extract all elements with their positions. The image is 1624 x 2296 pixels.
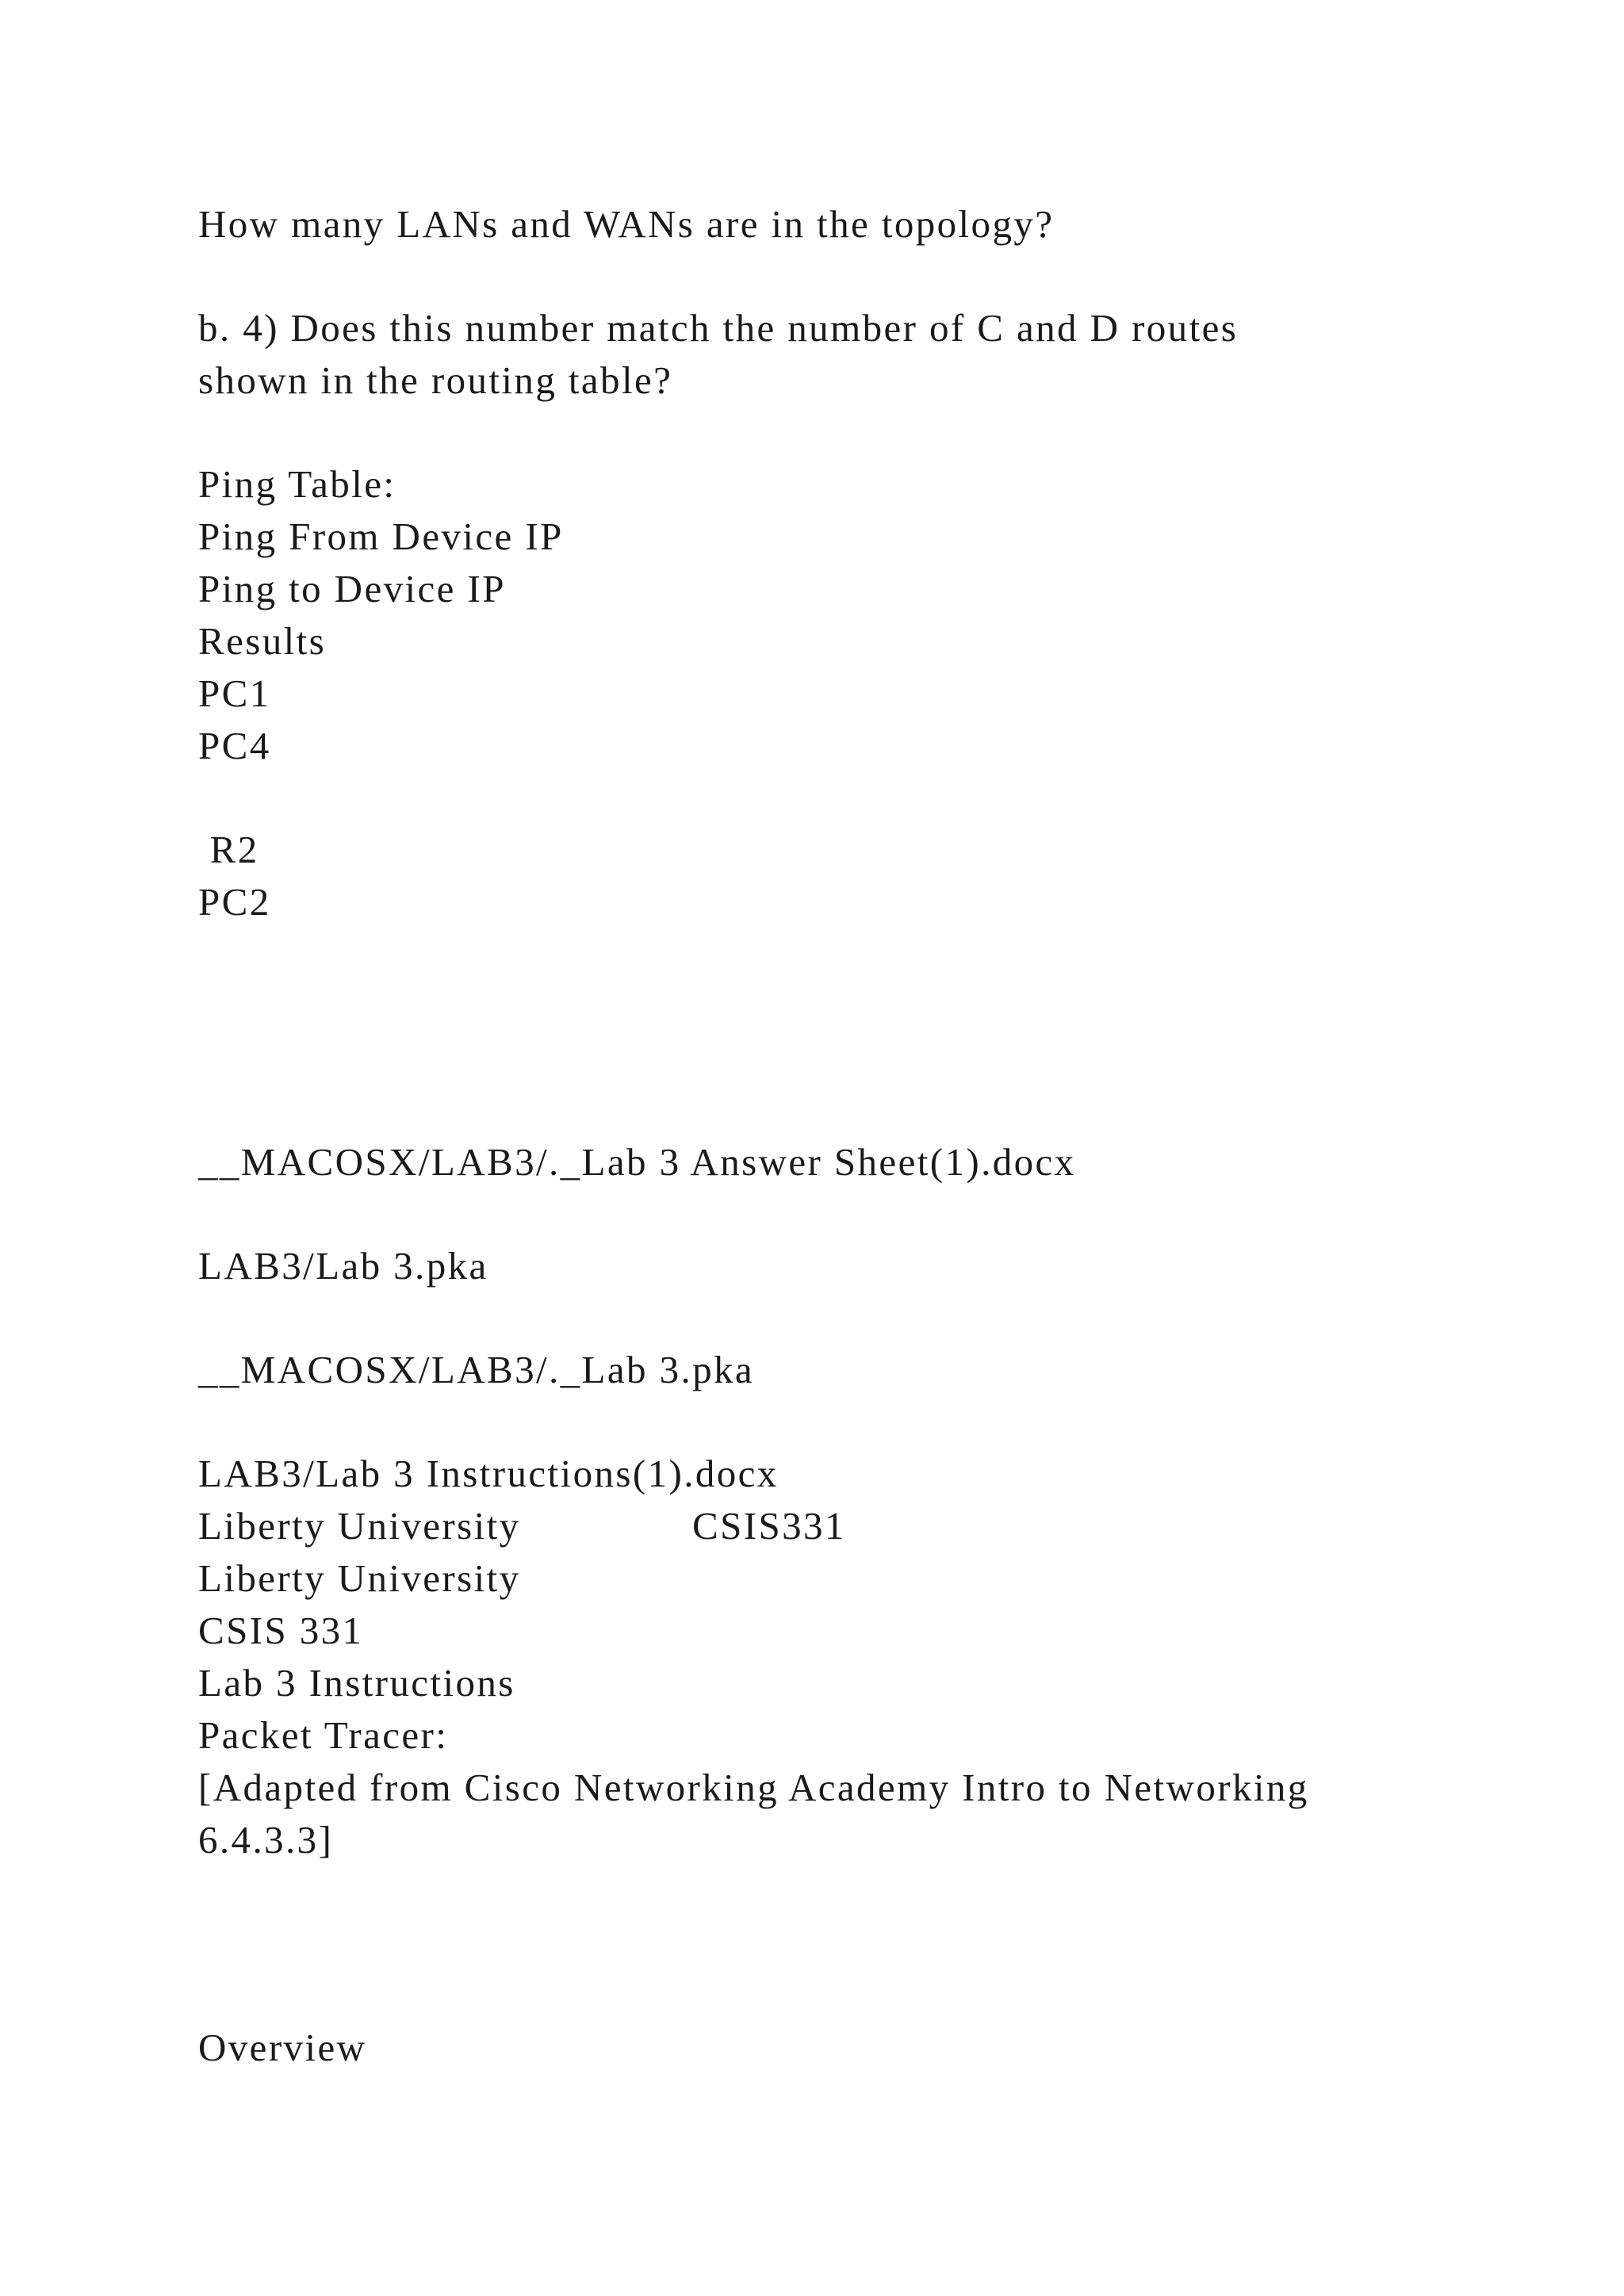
ping-row-r2: R2 [198, 828, 259, 871]
title-university: Liberty University [198, 1556, 521, 1600]
results-header: Results [198, 619, 327, 663]
ping-from-header: Ping From Device IP [198, 515, 564, 558]
question-b4-line2: shown in the routing table? [198, 358, 673, 402]
question-lans-wans: How many LANs and WANs are in the topology? [198, 202, 1055, 246]
ping-to-header: Ping to Device IP [198, 567, 506, 610]
overview-heading: Overview [198, 2026, 367, 2069]
file-path-instructions: LAB3/Lab 3 Instructions(1).docx [198, 1452, 779, 1495]
question-b4-line1: b. 4) Does this number match the number of C and D routes [198, 306, 1239, 350]
title-lab-instructions: Lab 3 Instructions [198, 1661, 515, 1705]
header-course-code: CSIS331 [692, 1504, 846, 1548]
adapted-from-line1: [Adapted from Cisco Networking Academy Intro to Networking [198, 1766, 1309, 1809]
title-course: CSIS 331 [198, 1609, 364, 1652]
ping-row-pc1: PC1 [198, 672, 271, 715]
header-university: Liberty University [198, 1504, 521, 1548]
file-path-lab3-pka-macosx: __MACOSX/LAB3/._Lab 3.pka [198, 1348, 755, 1391]
file-path-answer-sheet-macosx: __MACOSX/LAB3/._Lab 3 Answer Sheet(1).docx [198, 1140, 1076, 1184]
ping-row-pc4: PC4 [198, 724, 271, 767]
ping-table-heading: Ping Table: [198, 462, 396, 506]
file-path-lab3-pka: LAB3/Lab 3.pka [198, 1244, 488, 1288]
packet-tracer-label: Packet Tracer: [198, 1713, 449, 1757]
ping-row-pc2: PC2 [198, 880, 271, 924]
adapted-from-line2: 6.4.3.3] [198, 1818, 334, 1862]
